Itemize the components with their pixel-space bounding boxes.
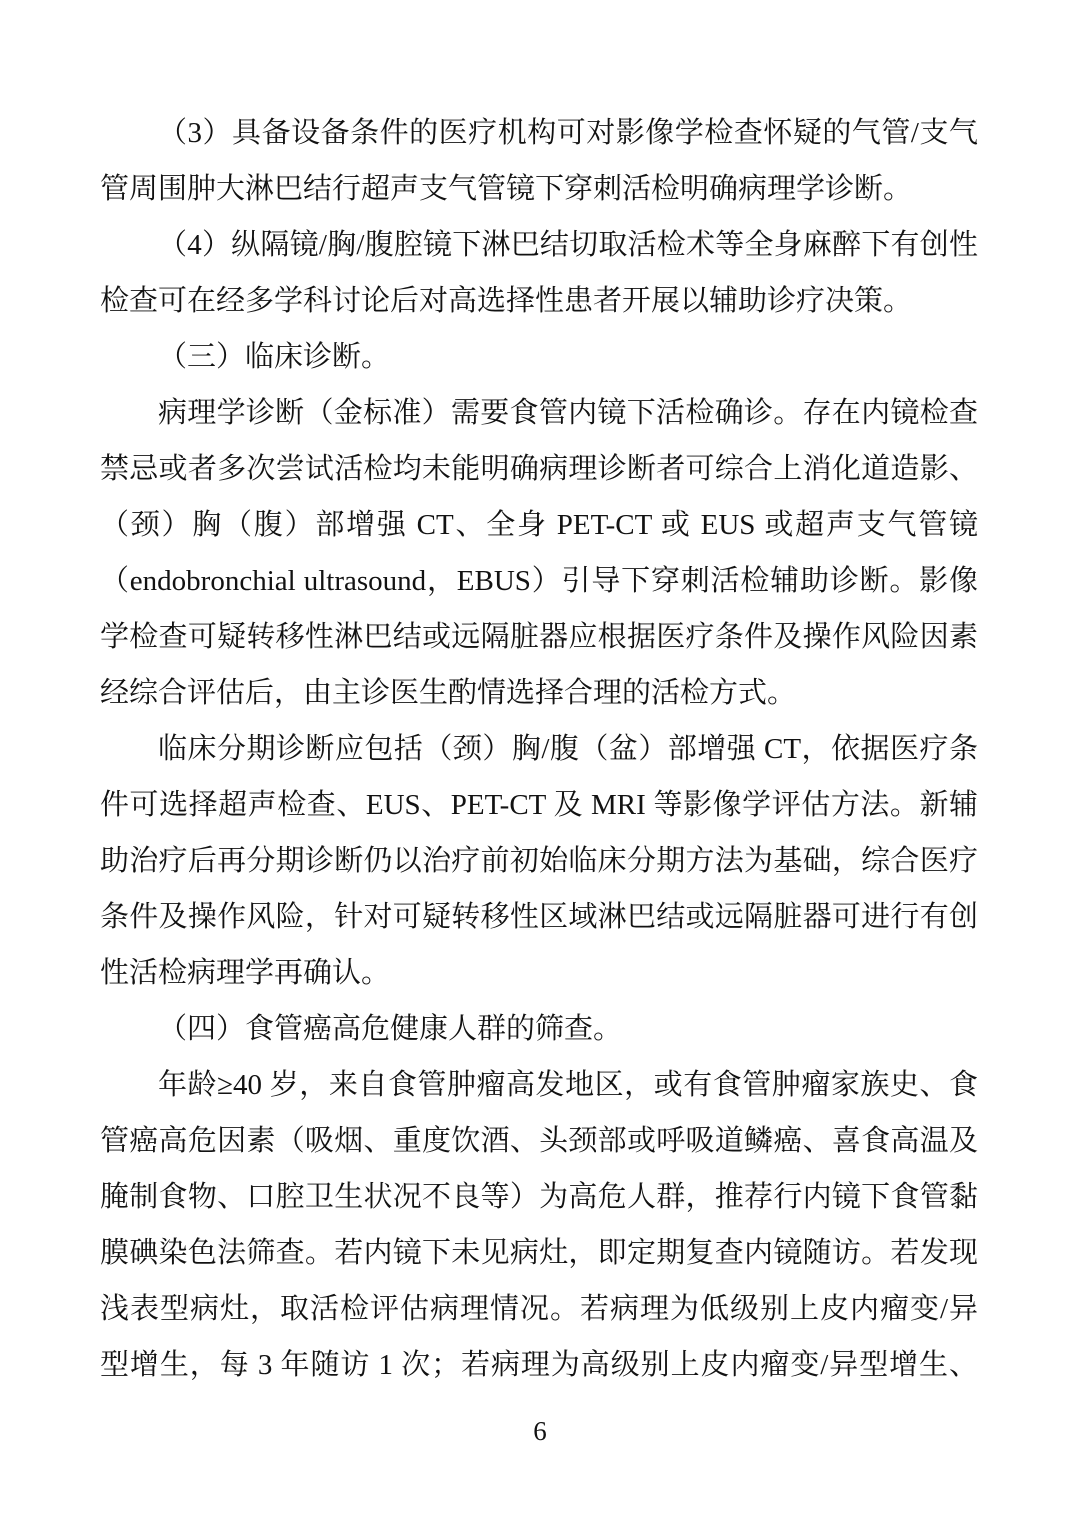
text-line: 检查可在经多学科讨论后对高选择性患者开展以辅助诊疗决策。 [100, 285, 913, 317]
text-line: 经综合评估后，由主诊医生酌情选择合理的活检方式。 [100, 677, 797, 709]
section-heading: （四）食管癌高危健康人群的筛查。 [158, 1013, 623, 1045]
text-line: 腌制食物、口腔卫生状况不良等）为高危人群，推荐行内镜下食管黏 [100, 1181, 978, 1213]
text-line: 管周围肿大淋巴结行超声支气管镜下穿刺活检明确病理学诊断。 [100, 173, 913, 205]
page-footer [0, 1413, 1080, 1449]
text-line: 型增生，每 3 年随访 1 次；若病理为高级别上皮内瘤变/异型增生、 [100, 1349, 978, 1381]
text-line: （3）具备设备条件的医疗机构可对影像学检查怀疑的气管/支气 [158, 117, 978, 149]
text-line: 年龄≥40 岁，来自食管肿瘤高发地区，或有食管肿瘤家族史、食 [158, 1069, 978, 1101]
document-body [100, 105, 978, 1393]
text-line: （endobronchial ultrasound，EBUS）引导下穿刺活检辅助诊断。影像 [100, 565, 978, 597]
text-line: 管癌高危因素（吸烟、重度饮酒、头颈部或呼吸道鳞癌、喜食高温及 [100, 1125, 978, 1157]
text-line: （颈）胸（腹）部增强 CT、全身 PET-CT 或 EUS 或超声支气管镜 [100, 509, 978, 541]
text-line: 临床分期诊断应包括（颈）胸/腹（盆）部增强 CT，依据医疗条 [158, 733, 978, 765]
text-line: 膜碘染色法筛查。若内镜下未见病灶，即定期复查内镜随访。若发现 [100, 1237, 978, 1269]
text-line: 病理学诊断（金标准）需要食管内镜下活检确诊。存在内镜检查 [158, 397, 978, 429]
text-line: 禁忌或者多次尝试活检均未能明确病理诊断者可综合上消化道造影、 [100, 453, 978, 485]
text-line: 条件及操作风险，针对可疑转移性区域淋巴结或远隔脏器可进行有创 [100, 901, 978, 933]
text-line: 件可选择超声检查、EUS、PET-CT 及 MRI 等影像学评估方法。新辅 [100, 789, 978, 821]
text-line: 浅表型病灶，取活检评估病理情况。若病理为低级别上皮内瘤变/异 [100, 1293, 978, 1325]
text-line: （4）纵隔镜/胸/腹腔镜下淋巴结切取活检术等全身麻醉下有创性 [158, 229, 978, 261]
text-line: 助治疗后再分期诊断仍以治疗前初始临床分期方法为基础，综合医疗 [100, 845, 978, 877]
page-number: 6 [533, 1416, 547, 1446]
section-heading: （三）临床诊断。 [158, 341, 391, 373]
text-line: 性活检病理学再确认。 [100, 957, 391, 989]
text-line: 学检查可疑转移性淋巴结或远隔脏器应根据医疗条件及操作风险因素 [100, 621, 978, 653]
